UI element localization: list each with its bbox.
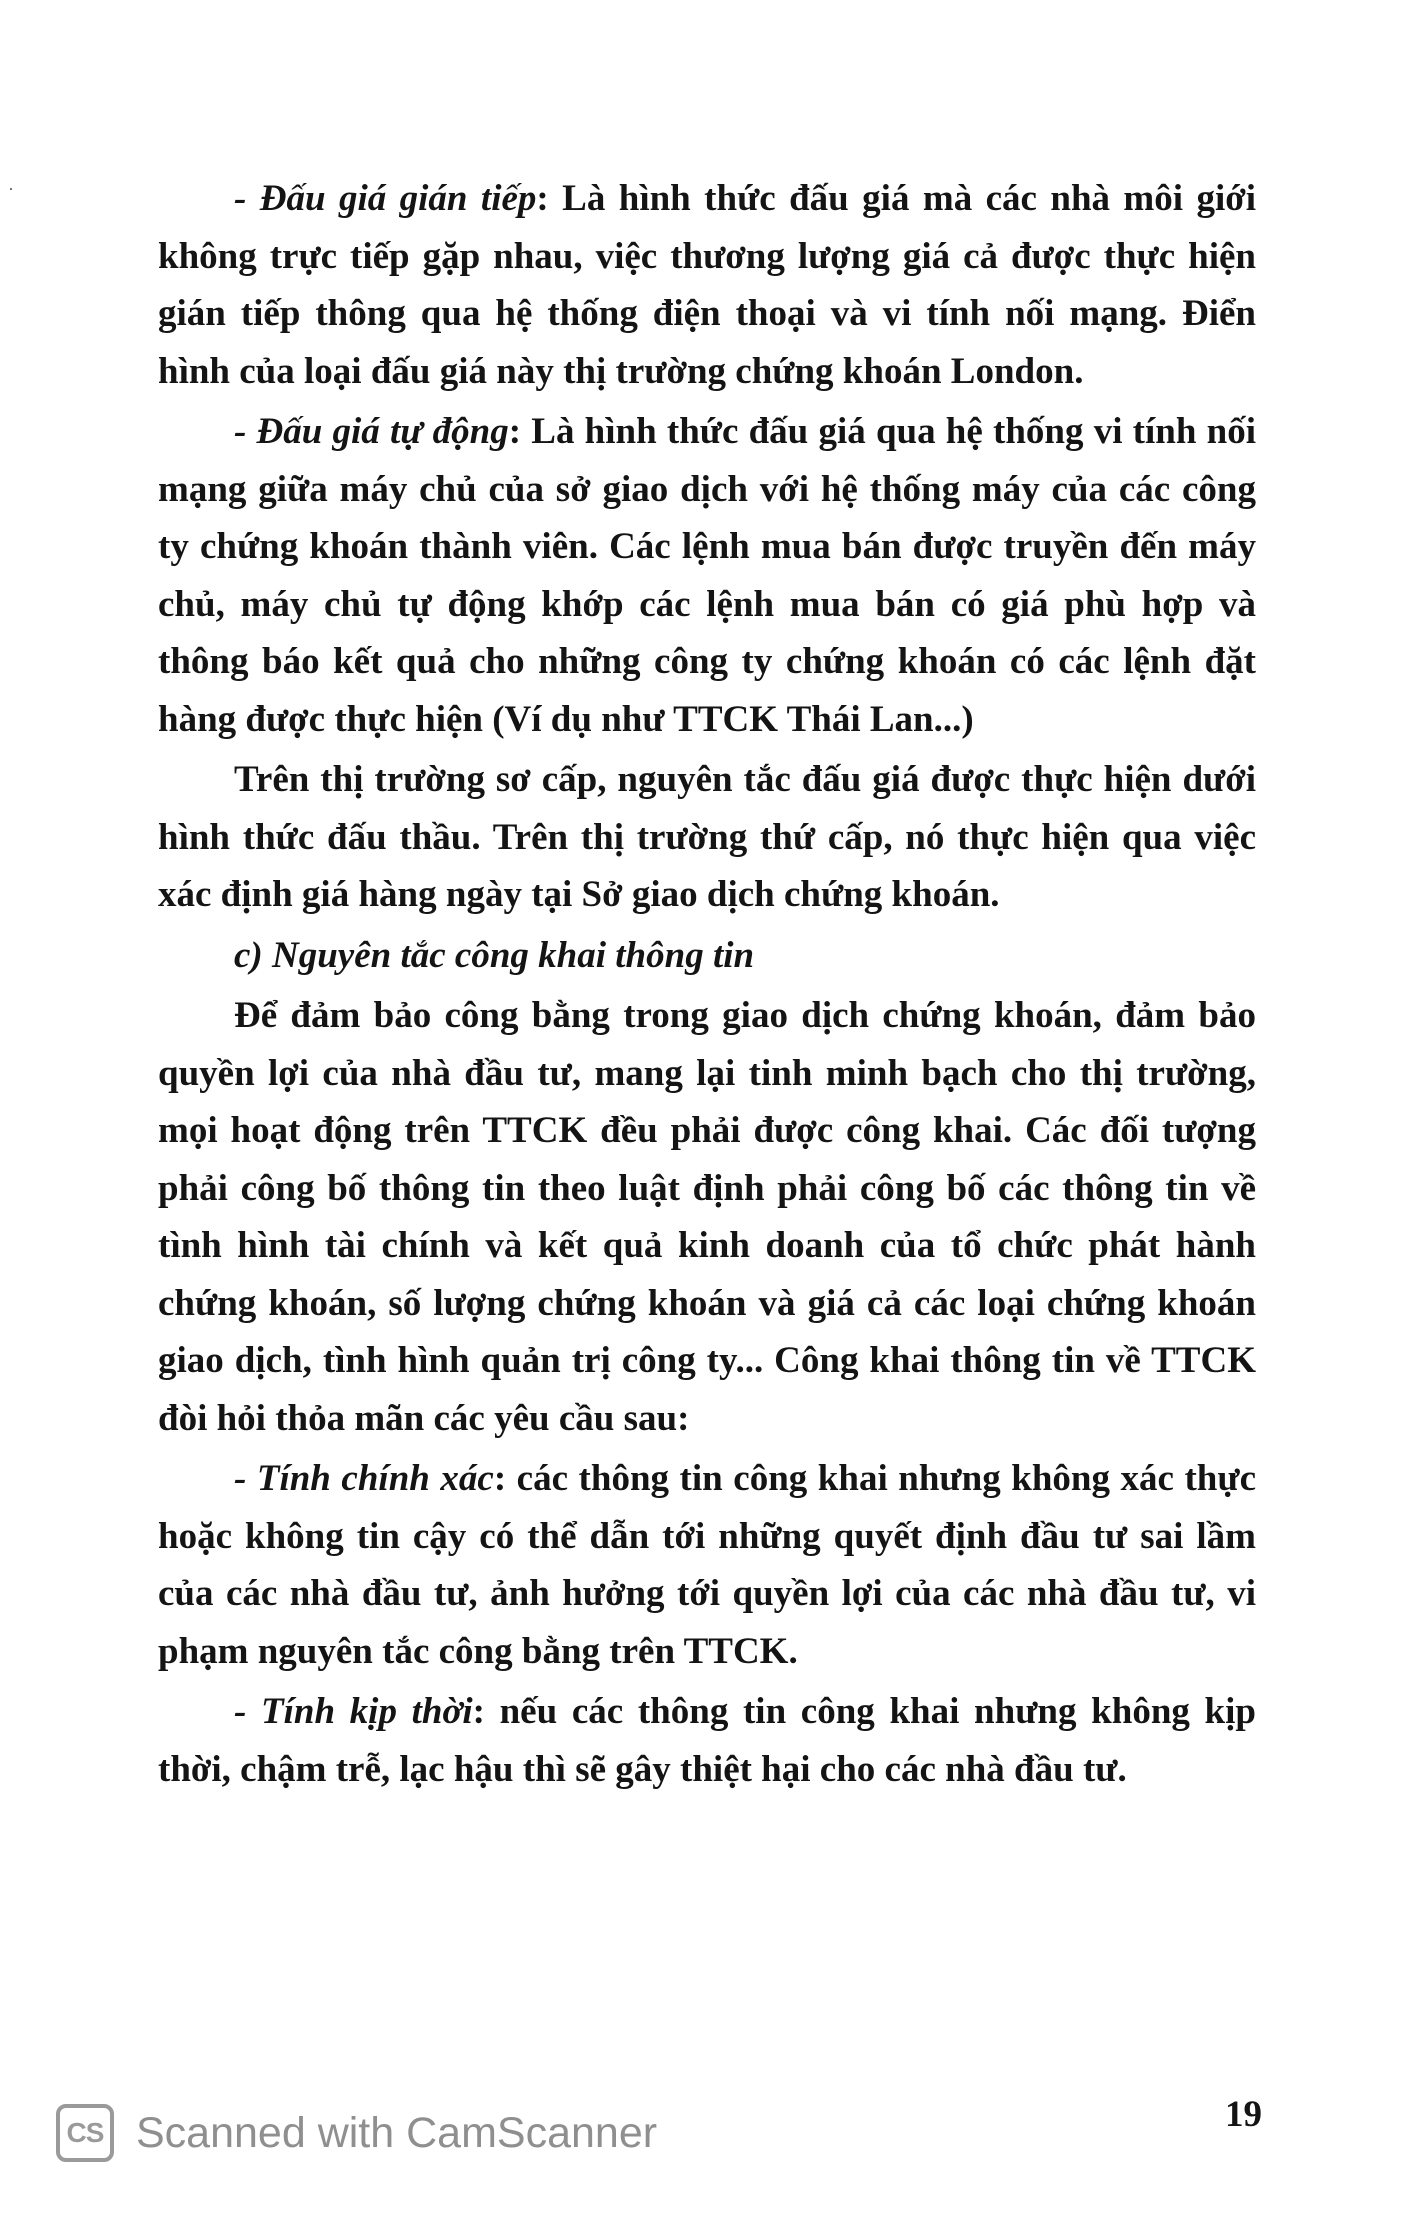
paragraph-indirect-auction: - Đấu giá gián tiếp: Là hình thức đấu giá mà các nhà môi giới không trực tiếp gặp nhau, việc thương lượng giá cả được thực hiện gián tiếp thông qua hệ thống điện thoại và vi tính nối mạng. Điển hình của loại đấu giá này thị trường chứng khoán London. — [158, 178, 1256, 392]
paragraph-accuracy: - Tính chính xác: các thông tin công khai nhưng không xác thực hoặc không tin cậy có thể dẫn tới những quyết định đầu tư sai lầm của các nhà đầu tư, ảnh hưởng tới quyền lợi của các nhà đầu tư, vi phạm nguyên tắc công bằng trên TTCK. — [158, 1458, 1256, 1672]
paragraph-disclosure-principle — [158, 987, 1256, 1447]
paragraph-text: Là hình thức đấu giá mà các nhà môi giới không trực tiếp gặp nhau, việc thương lượng giá cả được thực hiện gián tiếp thông qua hệ thống điện thoại và vi tính nối mạng. Điển hình của loại đấu giá này thị trường chứng khoán London. — [158, 178, 1256, 392]
paragraph-primary-secondary-market — [158, 751, 1256, 924]
watermark-text: Scanned with CamScanner — [136, 2108, 658, 2157]
paragraph-text: Trên thị trường sơ cấp, nguyên tắc đấu giá được thực hiện dưới hình thức đấu thầu. Trên thị trường thứ cấp, nó thực hiện qua việc xác định giá hàng ngày tại Sở giao dịch chứng khoán. — [158, 759, 1256, 915]
paragraph-text: nếu các thông tin công khai nhưng không kịp thời, chậm trễ, lạc hậu thì sẽ gây thiệt hại cho các nhà đầu tư. — [158, 1691, 1256, 1790]
camscanner-watermark — [56, 2104, 657, 2162]
page-number: 19 — [1225, 2094, 1262, 2135]
term-accuracy: - Tính chính xác — [234, 1458, 494, 1499]
paragraph-text: Để đảm bảo công bằng trong giao dịch chứng khoán, đảm bảo quyền lợi của nhà đầu tư, mang lại tinh minh bạch cho thị trường, mọi hoạt động trên TTCK đều phải được công khai. Các đối tượng phải công bố thông tin theo luật định phải công bố các thông tin về tình hình tài chính và kết quả kinh doanh của tổ chức phát hành chứng khoán, số lượng chứng khoán và giá cả các loại chứng khoán giao dịch, tình hình quản trị công ty... Công khai thông tin về TTCK đòi hỏi thỏa mãn các yêu cầu sau: — [158, 995, 1256, 1439]
scan-speck — [10, 188, 12, 190]
paragraph-timeliness: - Tính kịp thời: nếu các thông tin công khai nhưng không kịp thời, chậm trễ, lạc hậu thì sẽ gây thiệt hại cho các nhà đầu tư. — [158, 1691, 1256, 1790]
term-timeliness: - Tính kịp thời — [234, 1691, 473, 1732]
paragraph-automatic-auction: - Đấu giá tự động: Là hình thức đấu giá qua hệ thống vi tính nối mạng giữa máy chủ của sở giao dịch với hệ thống máy của các công ty chứng khoán thành viên. Các lệnh mua bán được truyền đến máy chủ, máy chủ tự động khớp các lệnh mua bán có giá phù hợp và thông báo kết quả cho những công ty chứng khoán có các lệnh đặt hàng được thực hiện (Ví dụ như TTCK Thái Lan...) — [158, 411, 1256, 740]
section-heading: c) Nguyên tắc công khai thông tin — [234, 934, 755, 976]
term-indirect-auction: - Đấu giá gián tiếp — [234, 178, 537, 219]
body-text — [158, 170, 1256, 1798]
term-automatic-auction: - Đấu giá tự động — [234, 411, 509, 452]
camscanner-logo-icon: CS — [56, 2104, 114, 2162]
paragraph-text: các thông tin công khai nhưng không xác thực hoặc không tin cậy có thể dẫn tới những quyết định đầu tư sai lầm của các nhà đầu tư, ảnh hưởng tới quyền lợi của các nhà đầu tư, vi phạm nguyên tắc công bằng trên TTCK. — [158, 1458, 1256, 1672]
paragraph-text: Là hình thức đấu giá qua hệ thống vi tính nối mạng giữa máy chủ của sở giao dịch với hệ thống máy của các công ty chứng khoán thành viên. Các lệnh mua bán được truyền đến máy chủ, máy chủ tự động khớp các lệnh mua bán có giá phù hợp và thông báo kết quả cho những công ty chứng khoán có các lệnh đặt hàng được thực hiện (Ví dụ như TTCK Thái Lan...) — [158, 411, 1256, 740]
